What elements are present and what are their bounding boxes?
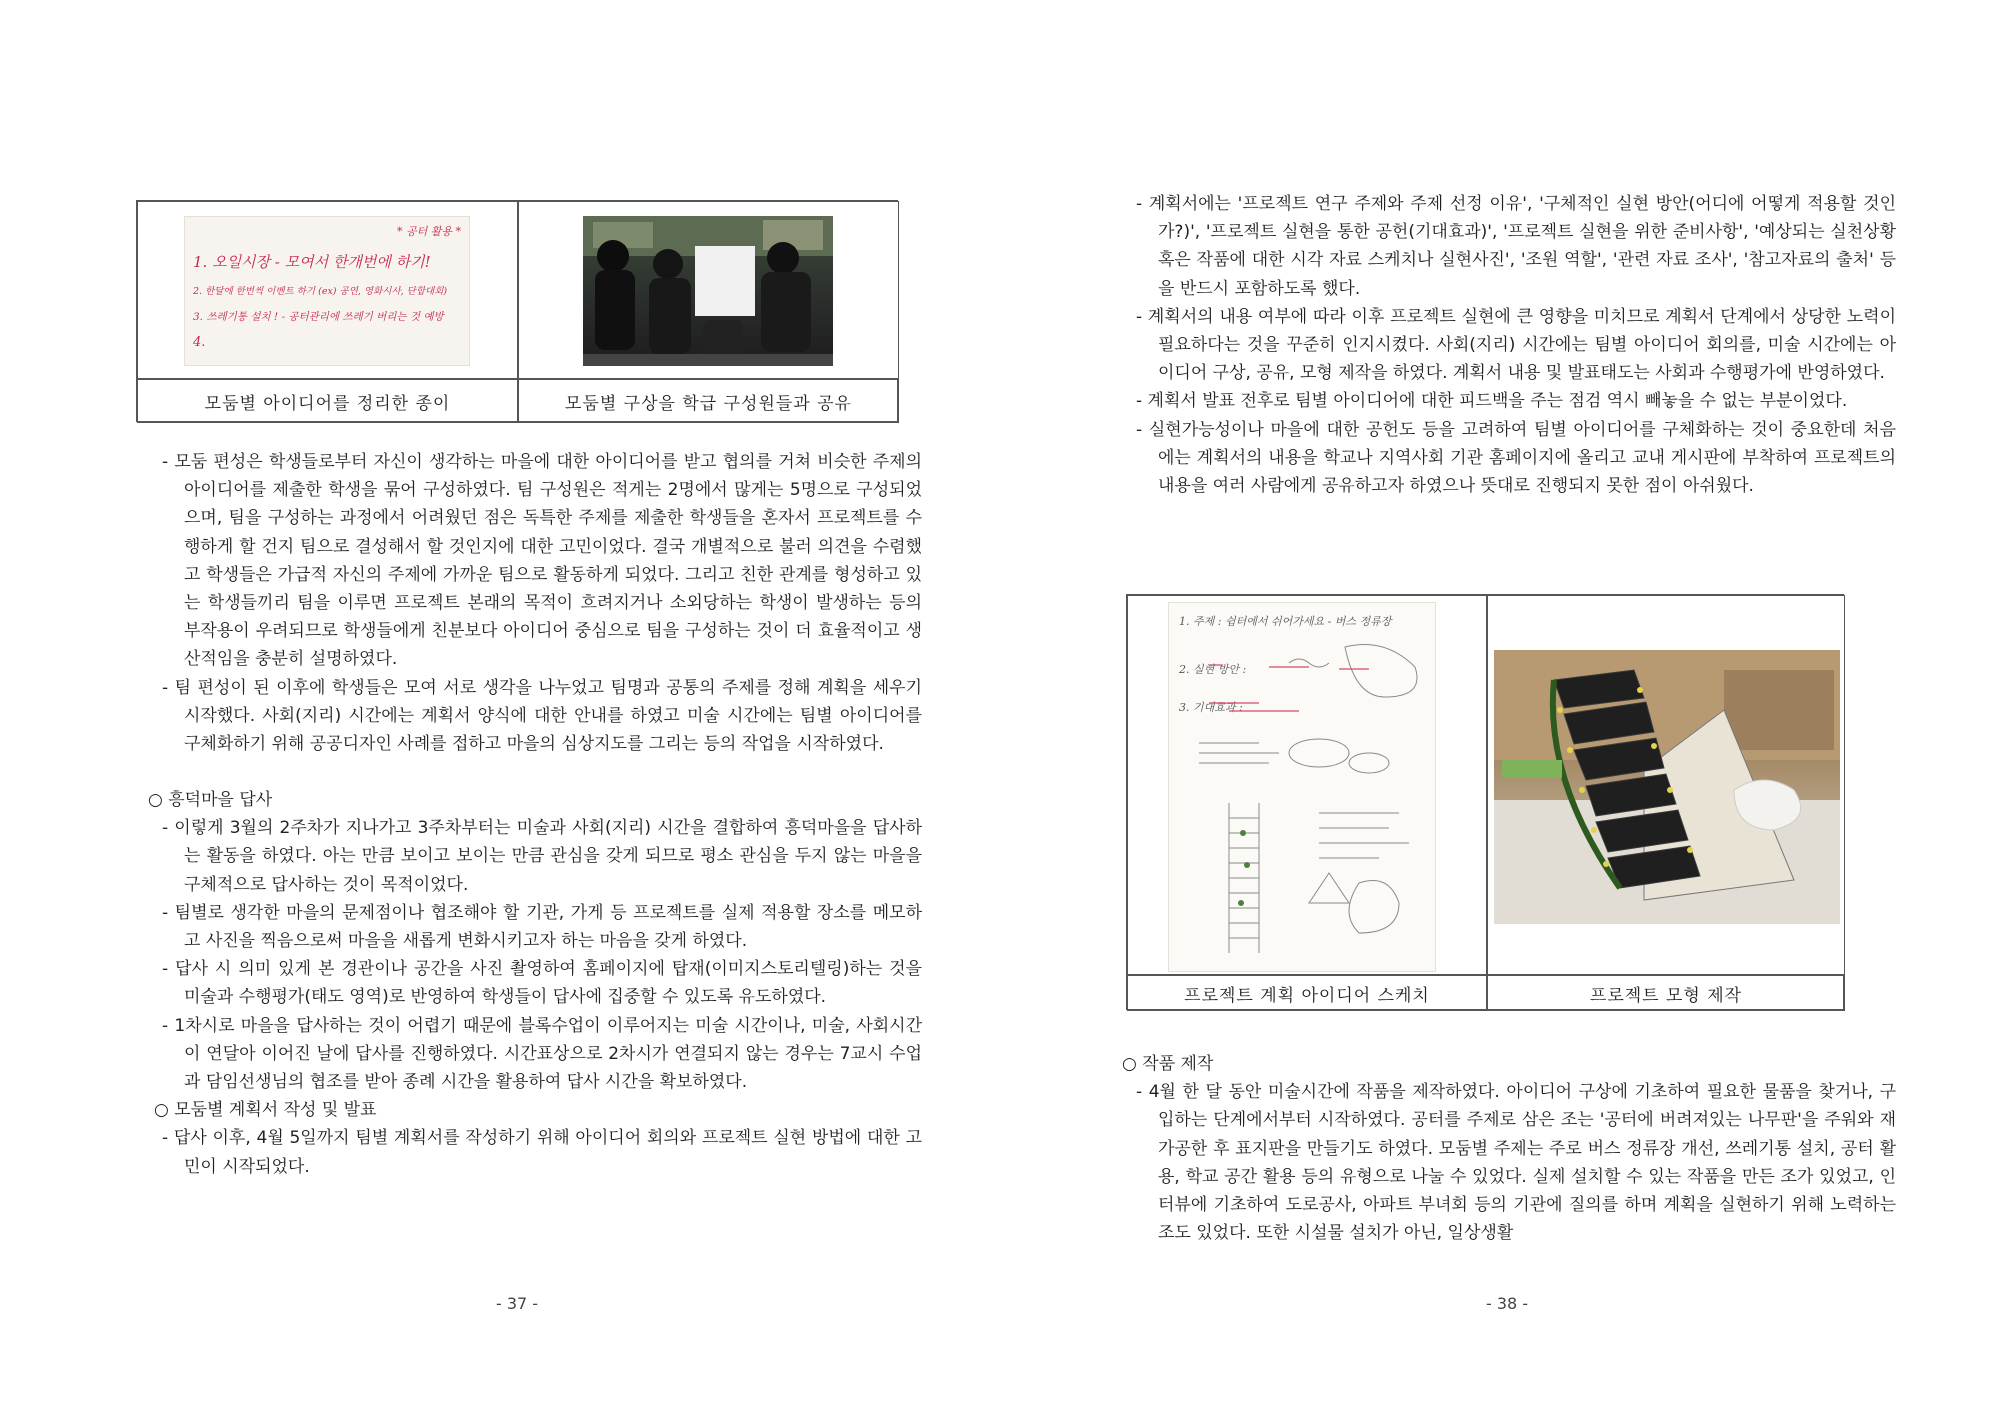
note-line-2: 2. 한달에 한번씩 이벤트 하기 (ex) 공연, 영화시사, 단합대회) xyxy=(193,286,448,297)
note-photo xyxy=(184,216,470,366)
note-line-3: 3. 쓰레기통 설치 ! - 공터관리에 쓰레기 버리는 것 예방 xyxy=(193,311,444,323)
note-corner-text: * 공터 활용 * xyxy=(397,225,461,238)
student-photo xyxy=(583,216,833,366)
caption-share-plan: 모둠별 구상을 학급 구성원들과 공유 xyxy=(518,379,899,423)
paragraph: - 답사 시 의미 있게 본 경관이나 공간을 사진 촬영하여 홈페이지에 탑재(이미지스토리텔링)하는 것을 미술과 수행평가(태도 영역)로 반영하여 학생들이 답사에 집중할 수 있도록 유도하였다. xyxy=(162,959,922,1008)
paragraph: - 이렇게 3월의 2주차가 지나가고 3주차부터는 미술과 사회(지리) 시간을 결합하여 흥덕마을을 답사하는 활동을 하였다. 아는 만큼 보이고 보이는 만큼 관심을 갖게 되므로 평소 관심을 두지 않는 마을을 구체적으로 답사하는 것이 목적이었다. xyxy=(162,818,922,895)
note-line-4: 4. xyxy=(193,335,206,350)
right-figure-table xyxy=(1126,594,1844,1010)
paragraph: - 실현가능성이나 마을에 대한 공헌도 등을 고려하여 팀별 아이디어를 구체화하는 것이 중요한데 처음에는 계획서의 내용을 학교나 지역사회 기관 홈페이지에 올리고 교내 게시판에 부착하여 프로젝트의 내용을 여러 사람에게 공유하고자 하였으나 뜻대로 진행되지 못한 점이 아쉬웠다. xyxy=(1136,419,1896,497)
paragraph: - 4월 한 달 동안 미술시간에 작품을 제작하였다. 아이디어 구상에 기초하여 필요한 물품을 찾거나, 구입하는 단계에서부터 시작하였다. 공터를 주제로 삼은 조는 '공터에 버려져있는 나무판'을 주워와 재가공한 후 표지판을 만들기도 하였다. 모둠별 주제는 주로 버스 정류장 개선, 쓰레기통 설치, 공터 활용, 학교 공간 활용 등의 유형으로 나눌 수 있었다. 실제 설치할 수 있는 작품을 만든 조가 있었고, 인터뷰에 기초하여 도로공사, 아파트 부녀회 등의 기관에 질의를 하며 계획을 실현하기 위해 노력하는 조도 있었다. 또한 시설물 설치가 아닌, 일상생활 xyxy=(1136,1082,1896,1244)
sketch-photo xyxy=(1168,602,1436,972)
paragraph: - 팀별로 생각한 마을의 문제점이나 협조해야 할 기관, 가게 등 프로젝트를 실제 적용할 장소를 메모하고 사진을 찍음으로써 마을을 새롭게 변화시키고자 하는 마음을 갖게 하였다. xyxy=(162,902,922,952)
right-body-b xyxy=(1122,1050,1896,1247)
page-number: - 38 - xyxy=(1486,1294,1529,1313)
note-photo-cell xyxy=(137,201,518,379)
stair-model-drawing xyxy=(1494,650,1840,924)
left-body-a xyxy=(162,448,922,758)
caption-idea-paper: 모둠별 아이디어를 정리한 종이 xyxy=(137,379,518,423)
paragraph: - 팀 편성이 된 이후에 학생들은 모여 서로 생각을 나누었고 팀명과 공통의 주제를 정해 계획을 세우기 시작했다. 사회(지리) 시간에는 계획서 양식에 대한 안내를 하였고 미술 시간에는 팀별 아이디어를 구체화하기 위해 공공디자인 사례를 접하고 마을의 심상지도를 그리는 등의 작업을 시작하였다. xyxy=(162,677,922,755)
sketch-line-2: 2. 실현 방안 : xyxy=(1179,663,1247,676)
paragraph: - 1차시로 마을을 답사하는 것이 어렵기 때문에 블록수업이 이루어지는 미술 시간이나, 미술, 사회시간이 연달아 이어진 날에 답사를 진행하였다. 시간표상으로 2차시가 연결되지 않는 경우는 7교시 수업과 담임선생님의 협조를 받아 종례 시간을 활용하여 답사 시간을 확보하였다. xyxy=(162,1015,922,1093)
section-heading: ○ 작품 제작 xyxy=(1122,1054,1214,1074)
sketch-line-1: 1. 주제 : 쉼터에서 쉬어가세요 - 버스 정류장 xyxy=(1179,615,1392,628)
caption-model: 프로젝트 모형 제작 xyxy=(1487,975,1845,1011)
sketch-line-3: 3. 기대효과 : xyxy=(1179,701,1243,714)
page-number: - 37 - xyxy=(496,1294,539,1313)
stair-model-photo xyxy=(1494,650,1840,924)
student-photo-cell xyxy=(518,201,899,379)
left-figure-table xyxy=(136,200,898,422)
section-heading: ○ 모둠별 계획서 작성 및 발표 xyxy=(154,1100,377,1121)
paragraph: - 모둠 편성은 학생들로부터 자신이 생각하는 마을에 대한 아이디어를 받고 협의를 거쳐 비슷한 주제의 아이디어를 제출한 학생을 묶어 구성하였다. 팀 구성원은 적게는 2명에서 많게는 5명으로 구성되었으며, 팀을 구성하는 과정에서 어려웠던 점은 독특한 주제를 제출한 학생들을 혼자서 프로젝트를 수행하게 할 건지 팀으로 결성해서 할 것인지에 대한 고민이었다. 결국 개별적으로 불러 의견을 수렴했고 학생들은 가급적 자신의 주제에 가까운 팀으로 활동하게 되었다. 그리고 친한 관계를 형성하고 있는 학생들끼리 팀을 이루면 프로젝트 본래의 목적이 흐려지거나 소외당하는 학생이 발생하는 등의 부작용이 우려되므로 학생들에게 친분보다 아이디어 중심으로 팀을 구성하는 것이 더 효율적이고 생산적임을 충분히 설명하였다. xyxy=(162,452,922,670)
caption-sketch: 프로젝트 계획 아이디어 스케치 xyxy=(1127,975,1487,1011)
paragraph: - 계획서에는 '프로젝트 연구 주제와 주제 선정 이유', '구체적인 실현 방안(어디에 어떻게 적용할 것인가?)', '프로젝트 실현을 통한 공헌(기대효과)', '프로젝트 실현을 위한 준비사항', '예상되는 실천상황 혹은 작품에 대한 시각 자료 스케치나 실현사진', '조원 역할', '관련 자료 조사', '참고자료의 출처' 등을 반드시 포함하도록 했다. xyxy=(1136,194,1896,299)
sketch-photo-cell xyxy=(1127,595,1487,975)
sketch-drawing xyxy=(1169,603,1435,971)
paragraph: - 계획서의 내용 여부에 따라 이후 프로젝트 실현에 큰 영향을 미치므로 계획서 단계에서 상당한 노력이 필요하다는 것을 꾸준히 인지시켰다. 사회(지리) 시간에는 팀별 아이디어 회의를, 미술 시간에는 아이디어 구상, 공유, 모형 제작을 하였다. 계획서 내용 및 발표태도는 사회과 수행평가에 반영하였다. xyxy=(1136,306,1896,384)
paragraph: - 답사 이후, 4월 5일까지 팀별 계획서를 작성하기 위해 아이디어 회의와 프로젝트 실현 방법에 대한 고민이 시작되었다. xyxy=(162,1128,922,1177)
paragraph: - 계획서 발표 전후로 팀별 아이디어에 대한 피드백을 주는 점검 역시 빼놓을 수 없는 부분이었다. xyxy=(1136,391,1848,412)
right-body-a xyxy=(1136,190,1896,500)
student-photo-drawing xyxy=(583,216,833,366)
left-body-b xyxy=(148,786,922,1181)
section-heading: ○ 흥덕마을 답사 xyxy=(148,790,273,810)
model-photo-cell xyxy=(1487,595,1845,975)
note-line-1: 1. 오일시장 - 모여서 한개번에 하기! xyxy=(193,253,431,271)
right-page xyxy=(1000,0,2000,1413)
